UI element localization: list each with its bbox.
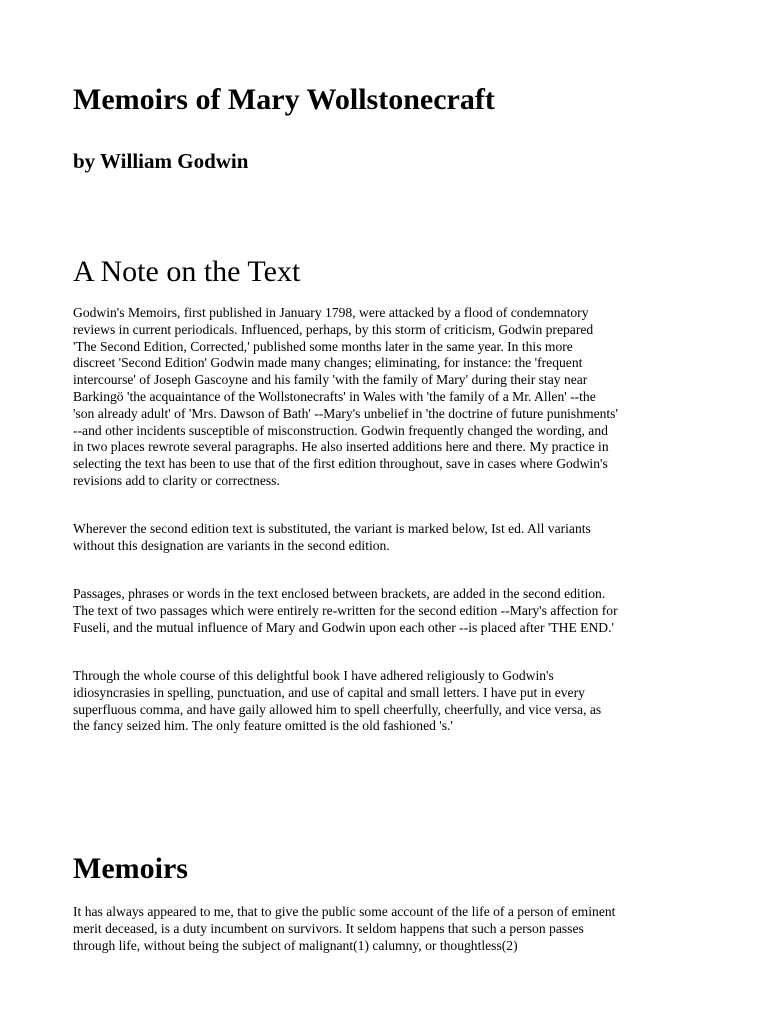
memoirs-paragraph-1 bbox=[73, 904, 705, 954]
text-line: in two places rewrote several paragraphs. He also inserted additions here and there. My practice in bbox=[73, 439, 609, 455]
note-section-heading: A Note on the Text bbox=[73, 255, 301, 288]
text-line: The text of two passages which were entirely re-written for the second edition --Mary's affection for bbox=[73, 602, 618, 618]
text-line: the fancy seized him. The only feature omitted is the old fashioned 's.' bbox=[73, 718, 453, 734]
text-line: --and other incidents susceptible of misconstruction. Godwin frequently changed the wording, and bbox=[73, 422, 608, 438]
text-line: through life, without being the subject of malignant(1) calumny, or thoughtless(2) bbox=[73, 937, 518, 953]
text-line: Through the whole course of this delightful book I have adhered religiously to Godwin's bbox=[73, 668, 554, 683]
note-paragraph-2 bbox=[73, 521, 705, 555]
document-title: Memoirs of Mary Wollstonecraft bbox=[73, 83, 495, 116]
note-paragraph-1 bbox=[73, 305, 705, 490]
note-paragraph-3 bbox=[73, 586, 705, 636]
text-line: Fuseli, and the mutual influence of Mary and Godwin upon each other --is placed after 'THE END.' bbox=[73, 619, 614, 635]
text-line: idiosyncrasies in spelling, punctuation, and use of capital and small letters. I have put in every bbox=[73, 684, 585, 700]
text-line: Godwin's Memoirs, first published in January 1798, were attacked by a flood of condemnatory bbox=[73, 305, 589, 320]
text-line: selecting the text has been to use that of the first edition throughout, save in cases where Godwin's bbox=[73, 456, 608, 472]
memoirs-section-heading: Memoirs bbox=[73, 852, 188, 885]
text-line: revisions add to clarity or correctness. bbox=[73, 472, 280, 488]
text-line: merit deceased, is a duty incumbent on survivors. It seldom happens that such a person passes bbox=[73, 920, 584, 936]
text-line: superfluous comma, and have gaily allowed him to spell cheerfully, cheerfully, and vice versa, as bbox=[73, 701, 602, 717]
text-line: 'son already adult' of 'Mrs. Dawson of Bath' --Mary's unbelief in 'the doctrine of future punishments' bbox=[73, 405, 618, 421]
note-paragraph-4 bbox=[73, 668, 705, 735]
text-line: Wherever the second edition text is substituted, the variant is marked below, Ist ed. All variants bbox=[73, 521, 591, 536]
text-line: Passages, phrases or words in the text enclosed between brackets, are added in the second edition. bbox=[73, 586, 606, 601]
text-line: reviews in current periodicals. Influenced, perhaps, by this storm of criticism, Godwin prepared bbox=[73, 321, 594, 337]
text-line: Barkingö 'the acquaintance of the Wollstonecrafts' in Wales with 'the family of a Mr. Allen' --the bbox=[73, 388, 596, 404]
text-line: discreet 'Second Edition' Godwin made many changes; eliminating, for instance: the 'frequent bbox=[73, 355, 583, 371]
text-line: without this designation are variants in the second edition. bbox=[73, 537, 390, 553]
text-line: 'The Second Edition, Corrected,' published some months later in the same year. In this more bbox=[73, 338, 573, 354]
text-line: It has always appeared to me, that to give the public some account of the life of a person of eminent bbox=[73, 904, 616, 919]
text-line: intercourse' of Joseph Gascoyne and his family 'with the family of Mary' during their stay near bbox=[73, 372, 588, 388]
document-author: by William Godwin bbox=[73, 149, 249, 173]
